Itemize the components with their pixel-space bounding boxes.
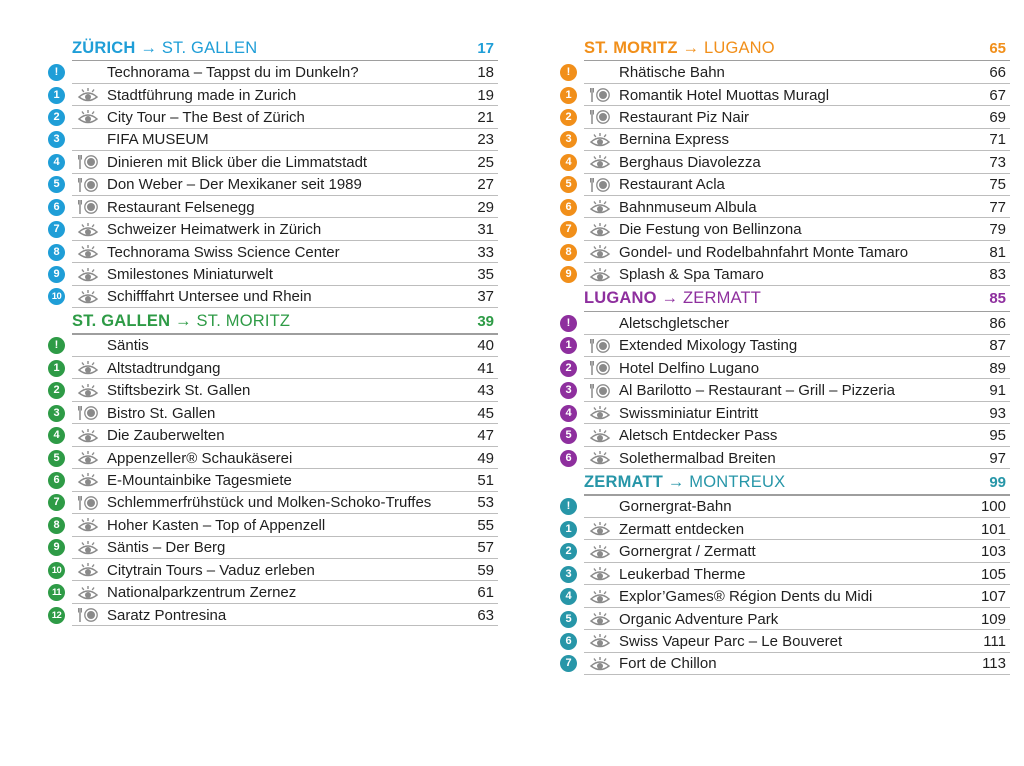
toc-entry[interactable]	[560, 585, 1010, 607]
eye-icon	[77, 450, 99, 466]
entry-page-number: 103	[980, 543, 1006, 561]
toc-entry[interactable]	[560, 218, 1010, 240]
entry-page-number: 81	[989, 243, 1006, 261]
entry-page-number: 51	[477, 471, 494, 489]
section-page-number[interactable]: 39	[477, 312, 494, 330]
restaurant-icon	[589, 87, 611, 103]
toc-entry[interactable]	[560, 379, 1010, 401]
entry-title: Säntis	[107, 337, 149, 355]
section-title	[72, 39, 257, 58]
toc-entry[interactable]	[560, 518, 1010, 540]
number-badge: 7	[48, 494, 65, 511]
entry-page-number: 37	[477, 288, 494, 306]
entry-title: Zermatt entdecken	[619, 520, 745, 538]
entry-page-number: 63	[477, 606, 494, 624]
entry-page-number: 75	[989, 176, 1006, 194]
eye-icon	[77, 267, 99, 283]
number-badge: 4	[560, 154, 577, 171]
eye-icon	[589, 656, 611, 672]
toc-entry[interactable]	[560, 84, 1010, 106]
eye-icon	[589, 544, 611, 560]
number-badge: 7	[560, 655, 577, 672]
number-badge: 10	[48, 562, 65, 579]
toc-entry[interactable]	[48, 581, 498, 603]
entry-page-number: 41	[477, 359, 494, 377]
toc-entry[interactable]	[560, 263, 1010, 285]
eye-icon	[77, 562, 99, 578]
number-badge: 2	[560, 109, 577, 126]
section-title	[584, 473, 785, 492]
section-page-number[interactable]: 85	[989, 290, 1006, 308]
number-badge: 6	[560, 199, 577, 216]
number-badge: 6	[48, 472, 65, 489]
restaurant-icon	[77, 154, 99, 170]
number-badge: 7	[48, 221, 65, 238]
entry-title: Saratz Pontresina	[107, 606, 227, 624]
entry-title: Aletschgletscher	[619, 314, 730, 332]
toc-entry[interactable]	[560, 196, 1010, 218]
number-badge: 3	[560, 382, 577, 399]
eye-icon	[77, 585, 99, 601]
entry-title: Dinieren mit Blick über die Limmatstadt	[107, 153, 368, 171]
toc-entry[interactable]	[48, 559, 498, 581]
eye-icon	[77, 428, 99, 444]
entry-page-number: 40	[477, 337, 494, 355]
toc-entry[interactable]	[48, 335, 498, 357]
highlight-badge: !	[560, 64, 577, 81]
toc-entry[interactable]	[48, 61, 498, 83]
eye-icon	[589, 521, 611, 537]
entry-title: Die Zauberwelten	[107, 427, 225, 445]
arrow-right-icon: →	[170, 311, 197, 330]
section-page-number[interactable]: 99	[989, 473, 1006, 491]
entry-page-number: 25	[477, 153, 494, 171]
number-badge: 8	[560, 244, 577, 261]
number-badge: 2	[48, 382, 65, 399]
eye-icon	[77, 87, 99, 103]
entry-title: Die Festung von Bellinzona	[619, 221, 802, 239]
restaurant-icon	[589, 338, 611, 354]
toc-entry[interactable]	[48, 286, 498, 308]
entry-title: Al Barilotto – Restaurant – Grill – Pizzeria	[619, 382, 895, 400]
number-badge: 9	[48, 266, 65, 283]
entry-title: Hoher Kasten – Top of Appenzell	[107, 516, 326, 534]
entry-page-number: 97	[989, 449, 1006, 467]
restaurant-icon	[589, 360, 611, 376]
number-badge: 5	[560, 427, 577, 444]
entry-page-number: 105	[980, 565, 1006, 583]
entry-title: Rhätische Bahn	[619, 64, 725, 82]
toc-entry[interactable]	[48, 263, 498, 285]
section-page-number[interactable]: 17	[477, 39, 494, 57]
toc-entry[interactable]	[48, 402, 498, 424]
number-badge: 9	[48, 539, 65, 556]
section-title	[584, 39, 775, 58]
eye-icon	[589, 589, 611, 605]
entry-title: Stiftsbezirk St. Gallen	[107, 382, 251, 400]
section-header	[48, 35, 498, 61]
toc-entry[interactable]	[560, 653, 1010, 675]
entry-title: Berghaus Diavolezza	[619, 153, 761, 171]
eye-icon	[77, 244, 99, 260]
restaurant-icon	[589, 383, 611, 399]
toc-entry[interactable]	[48, 151, 498, 173]
divider	[72, 625, 498, 626]
toc-entry[interactable]	[560, 312, 1010, 334]
toc-entry[interactable]	[48, 357, 498, 379]
entry-page-number: 100	[980, 498, 1006, 516]
arrow-right-icon: →	[135, 38, 162, 57]
section-from: ST. MORITZ	[584, 38, 678, 57]
toc-entry[interactable]	[560, 496, 1010, 518]
entry-title: Nationalparkzentrum Zernez	[107, 584, 297, 602]
number-badge: 4	[560, 405, 577, 422]
entry-page-number: 49	[477, 449, 494, 467]
entry-title: Leukerbad Therme	[619, 565, 746, 583]
entry-title: Don Weber – Der Mexikaner seit 1989	[107, 176, 362, 194]
entry-title: Restaurant Piz Nair	[619, 108, 750, 126]
toc-entry[interactable]	[48, 241, 498, 263]
eye-icon	[589, 405, 611, 421]
entry-title: Bistro St. Gallen	[107, 404, 216, 422]
arrow-right-icon: →	[663, 472, 690, 491]
section-header	[560, 286, 1010, 312]
section-header	[48, 308, 498, 334]
number-badge: 1	[48, 87, 65, 104]
entry-page-number: 45	[477, 404, 494, 422]
eye-icon	[589, 633, 611, 649]
section-header	[560, 35, 1010, 61]
section-from: ZERMATT	[584, 472, 663, 491]
toc-entry[interactable]	[560, 402, 1010, 424]
entry-title: Stadtführung made in Zurich	[107, 86, 297, 104]
eye-icon	[589, 132, 611, 148]
entry-title: City Tour – The Best of Zürich	[107, 108, 305, 126]
entry-title: Gornergrat-Bahn	[619, 498, 732, 516]
highlight-badge: !	[560, 498, 577, 515]
toc-entry[interactable]	[560, 630, 1010, 652]
number-badge: 10	[48, 288, 65, 305]
number-badge: 1	[560, 521, 577, 538]
entry-page-number: 18	[477, 64, 494, 82]
divider	[584, 674, 1010, 675]
entry-title: Hotel Delfino Lugano	[619, 359, 760, 377]
toc-left-column	[48, 35, 498, 626]
entry-title: Altstadtrundgang	[107, 359, 221, 377]
toc-entry[interactable]	[560, 424, 1010, 446]
toc-entry[interactable]	[560, 357, 1010, 379]
toc-entry[interactable]	[48, 174, 498, 196]
restaurant-icon	[77, 199, 99, 215]
section-from: ZÜRICH	[72, 38, 136, 57]
section-to: ZERMATT	[682, 289, 762, 308]
number-badge: 8	[48, 244, 65, 261]
entry-page-number: 69	[989, 108, 1006, 126]
toc-entry[interactable]	[560, 540, 1010, 562]
eye-icon	[77, 383, 99, 399]
section-from: ST. GALLEN	[72, 311, 171, 330]
toc-entry[interactable]	[48, 537, 498, 559]
eye-icon	[77, 540, 99, 556]
restaurant-icon	[77, 495, 99, 511]
entry-title: E-Mountainbike Tagesmiete	[107, 471, 292, 489]
eye-icon	[77, 472, 99, 488]
toc-entry[interactable]	[48, 492, 498, 514]
entry-page-number: 31	[477, 221, 494, 239]
highlight-badge: !	[48, 64, 65, 81]
entry-page-number: 71	[989, 131, 1006, 149]
toc-entry[interactable]	[560, 335, 1010, 357]
toc-entry[interactable]	[560, 106, 1010, 128]
eye-icon	[589, 154, 611, 170]
eye-icon	[589, 428, 611, 444]
number-badge: 3	[560, 131, 577, 148]
entry-page-number: 29	[477, 198, 494, 216]
number-badge: 5	[560, 611, 577, 628]
entry-title: Aletsch Entdecker Pass	[619, 427, 778, 445]
number-badge: 4	[48, 154, 65, 171]
entry-page-number: 33	[477, 243, 494, 261]
entry-page-number: 77	[989, 198, 1006, 216]
section-to: LUGANO	[703, 38, 775, 57]
arrow-right-icon: →	[677, 38, 704, 57]
toc-entry[interactable]	[48, 604, 498, 626]
entry-title: Splash & Spa Tamaro	[619, 266, 764, 284]
eye-icon	[589, 244, 611, 260]
entry-title: Appenzeller® Schaukäserei	[107, 449, 293, 467]
restaurant-icon	[77, 607, 99, 623]
restaurant-icon	[589, 109, 611, 125]
entry-page-number: 61	[477, 584, 494, 602]
number-badge: 12	[48, 607, 65, 624]
toc-entry[interactable]	[48, 218, 498, 240]
number-badge: 3	[48, 405, 65, 422]
section-from: LUGANO	[584, 289, 657, 308]
entry-page-number: 47	[477, 427, 494, 445]
entry-page-number: 66	[989, 64, 1006, 82]
toc-entry[interactable]	[560, 563, 1010, 585]
number-badge: 11	[48, 584, 65, 601]
section-to: ST. GALLEN	[161, 38, 258, 57]
entry-page-number: 19	[477, 86, 494, 104]
number-badge: 3	[48, 131, 65, 148]
entry-title: Solethermalbad Breiten	[619, 449, 776, 467]
toc-entry[interactable]	[48, 379, 498, 401]
number-badge: 6	[48, 199, 65, 216]
number-badge: 4	[48, 427, 65, 444]
entry-page-number: 67	[989, 86, 1006, 104]
highlight-badge: !	[48, 337, 65, 354]
entry-title: FIFA MUSEUM	[107, 131, 209, 149]
eye-icon	[77, 222, 99, 238]
entry-page-number: 21	[477, 108, 494, 126]
highlight-badge: !	[560, 315, 577, 332]
number-badge: 9	[560, 266, 577, 283]
number-badge: 6	[560, 450, 577, 467]
toc-entry[interactable]	[48, 106, 498, 128]
eye-icon	[589, 611, 611, 627]
section-page-number[interactable]: 65	[989, 39, 1006, 57]
number-badge: 8	[48, 517, 65, 534]
eye-icon	[589, 199, 611, 215]
entry-page-number: 107	[980, 588, 1006, 606]
entry-page-number: 89	[989, 359, 1006, 377]
toc-entry[interactable]	[560, 61, 1010, 83]
restaurant-icon	[77, 177, 99, 193]
entry-title: Swissminiatur Eintritt	[619, 404, 759, 422]
section-title	[72, 312, 290, 331]
toc-entry[interactable]	[48, 469, 498, 491]
toc-entry[interactable]	[560, 151, 1010, 173]
eye-icon	[589, 222, 611, 238]
entry-title: Gornergrat / Zermatt	[619, 543, 756, 561]
entry-title: Organic Adventure Park	[619, 610, 779, 628]
number-badge: 6	[560, 633, 577, 650]
number-badge: 2	[48, 109, 65, 126]
entry-page-number: 43	[477, 382, 494, 400]
eye-icon	[77, 289, 99, 305]
eye-icon	[589, 267, 611, 283]
entry-page-number: 91	[989, 382, 1006, 400]
number-badge: 2	[560, 360, 577, 377]
number-badge: 5	[48, 450, 65, 467]
entry-page-number: 87	[989, 337, 1006, 355]
number-badge: 4	[560, 588, 577, 605]
entry-page-number: 35	[477, 266, 494, 284]
section-title	[584, 289, 761, 308]
entry-title: Fort de Chillon	[619, 655, 717, 673]
toc-entry[interactable]	[560, 447, 1010, 469]
toc-entry[interactable]	[560, 129, 1010, 151]
entry-title: Schlemmerfrühstück und Molken-Schoko-Truffes	[107, 494, 432, 512]
toc-entry[interactable]	[48, 514, 498, 536]
toc-entry[interactable]	[48, 129, 498, 151]
entry-page-number: 57	[477, 539, 494, 557]
entry-title: Säntis – Der Berg	[107, 539, 226, 557]
toc-entry[interactable]	[48, 84, 498, 106]
entry-page-number: 83	[989, 266, 1006, 284]
entry-title: Gondel- und Rodelbahnfahrt Monte Tamaro	[619, 243, 909, 261]
entry-title: Swiss Vapeur Parc – Le Bouveret	[619, 632, 843, 650]
number-badge: 1	[560, 337, 577, 354]
entry-title: Romantik Hotel Muottas Muragl	[619, 86, 830, 104]
entry-title: Bahnmuseum Albula	[619, 198, 757, 216]
entry-page-number: 93	[989, 404, 1006, 422]
entry-title: Schifffahrt Untersee und Rhein	[107, 288, 312, 306]
section-header	[560, 469, 1010, 495]
toc-entry[interactable]	[560, 174, 1010, 196]
toc-entry[interactable]	[48, 447, 498, 469]
entry-title: Explor’Games® Région Dents du Midi	[619, 588, 873, 606]
entry-page-number: 111	[983, 632, 1006, 650]
entry-title: Bernina Express	[619, 131, 730, 149]
section-to: ST. MORITZ	[196, 311, 291, 330]
entry-page-number: 95	[989, 427, 1006, 445]
number-badge: 3	[560, 566, 577, 583]
number-badge: 5	[48, 176, 65, 193]
toc-entry[interactable]	[560, 608, 1010, 630]
entry-title: Smilestones Miniaturwelt	[107, 266, 273, 284]
toc-entry[interactable]	[48, 196, 498, 218]
eye-icon	[77, 517, 99, 533]
toc-entry[interactable]	[48, 424, 498, 446]
entry-page-number: 113	[982, 655, 1006, 673]
entry-page-number: 109	[980, 610, 1006, 628]
entry-page-number: 101	[980, 520, 1006, 538]
eye-icon	[589, 450, 611, 466]
arrow-right-icon: →	[656, 289, 683, 308]
section-to: MONTREUX	[689, 472, 786, 491]
entry-title: Restaurant Felsenegg	[107, 198, 255, 216]
number-badge: 1	[48, 360, 65, 377]
entry-title: Technorama Swiss Science Center	[107, 243, 340, 261]
entry-title: Citytrain Tours – Vaduz erleben	[107, 561, 315, 579]
entry-page-number: 27	[477, 176, 494, 194]
number-badge: 2	[560, 543, 577, 560]
entry-page-number: 86	[989, 314, 1006, 332]
entry-title: Extended Mixology Tasting	[619, 337, 798, 355]
entry-title: Restaurant Acla	[619, 176, 725, 194]
entry-page-number: 79	[989, 221, 1006, 239]
eye-icon	[589, 566, 611, 582]
entry-page-number: 53	[477, 494, 494, 512]
number-badge: 5	[560, 176, 577, 193]
number-badge: 1	[560, 87, 577, 104]
entry-title: Technorama – Tappst du im Dunkeln?	[107, 64, 359, 82]
entry-page-number: 59	[477, 561, 494, 579]
toc-entry[interactable]	[560, 241, 1010, 263]
entry-page-number: 23	[477, 131, 494, 149]
restaurant-icon	[77, 405, 99, 421]
toc-right-column	[560, 35, 1010, 675]
entry-page-number: 73	[989, 153, 1006, 171]
eye-icon	[77, 360, 99, 376]
restaurant-icon	[589, 177, 611, 193]
eye-icon	[77, 109, 99, 125]
entry-title: Schweizer Heimatwerk in Zürich	[107, 221, 322, 239]
entry-page-number: 55	[477, 516, 494, 534]
number-badge: 7	[560, 221, 577, 238]
